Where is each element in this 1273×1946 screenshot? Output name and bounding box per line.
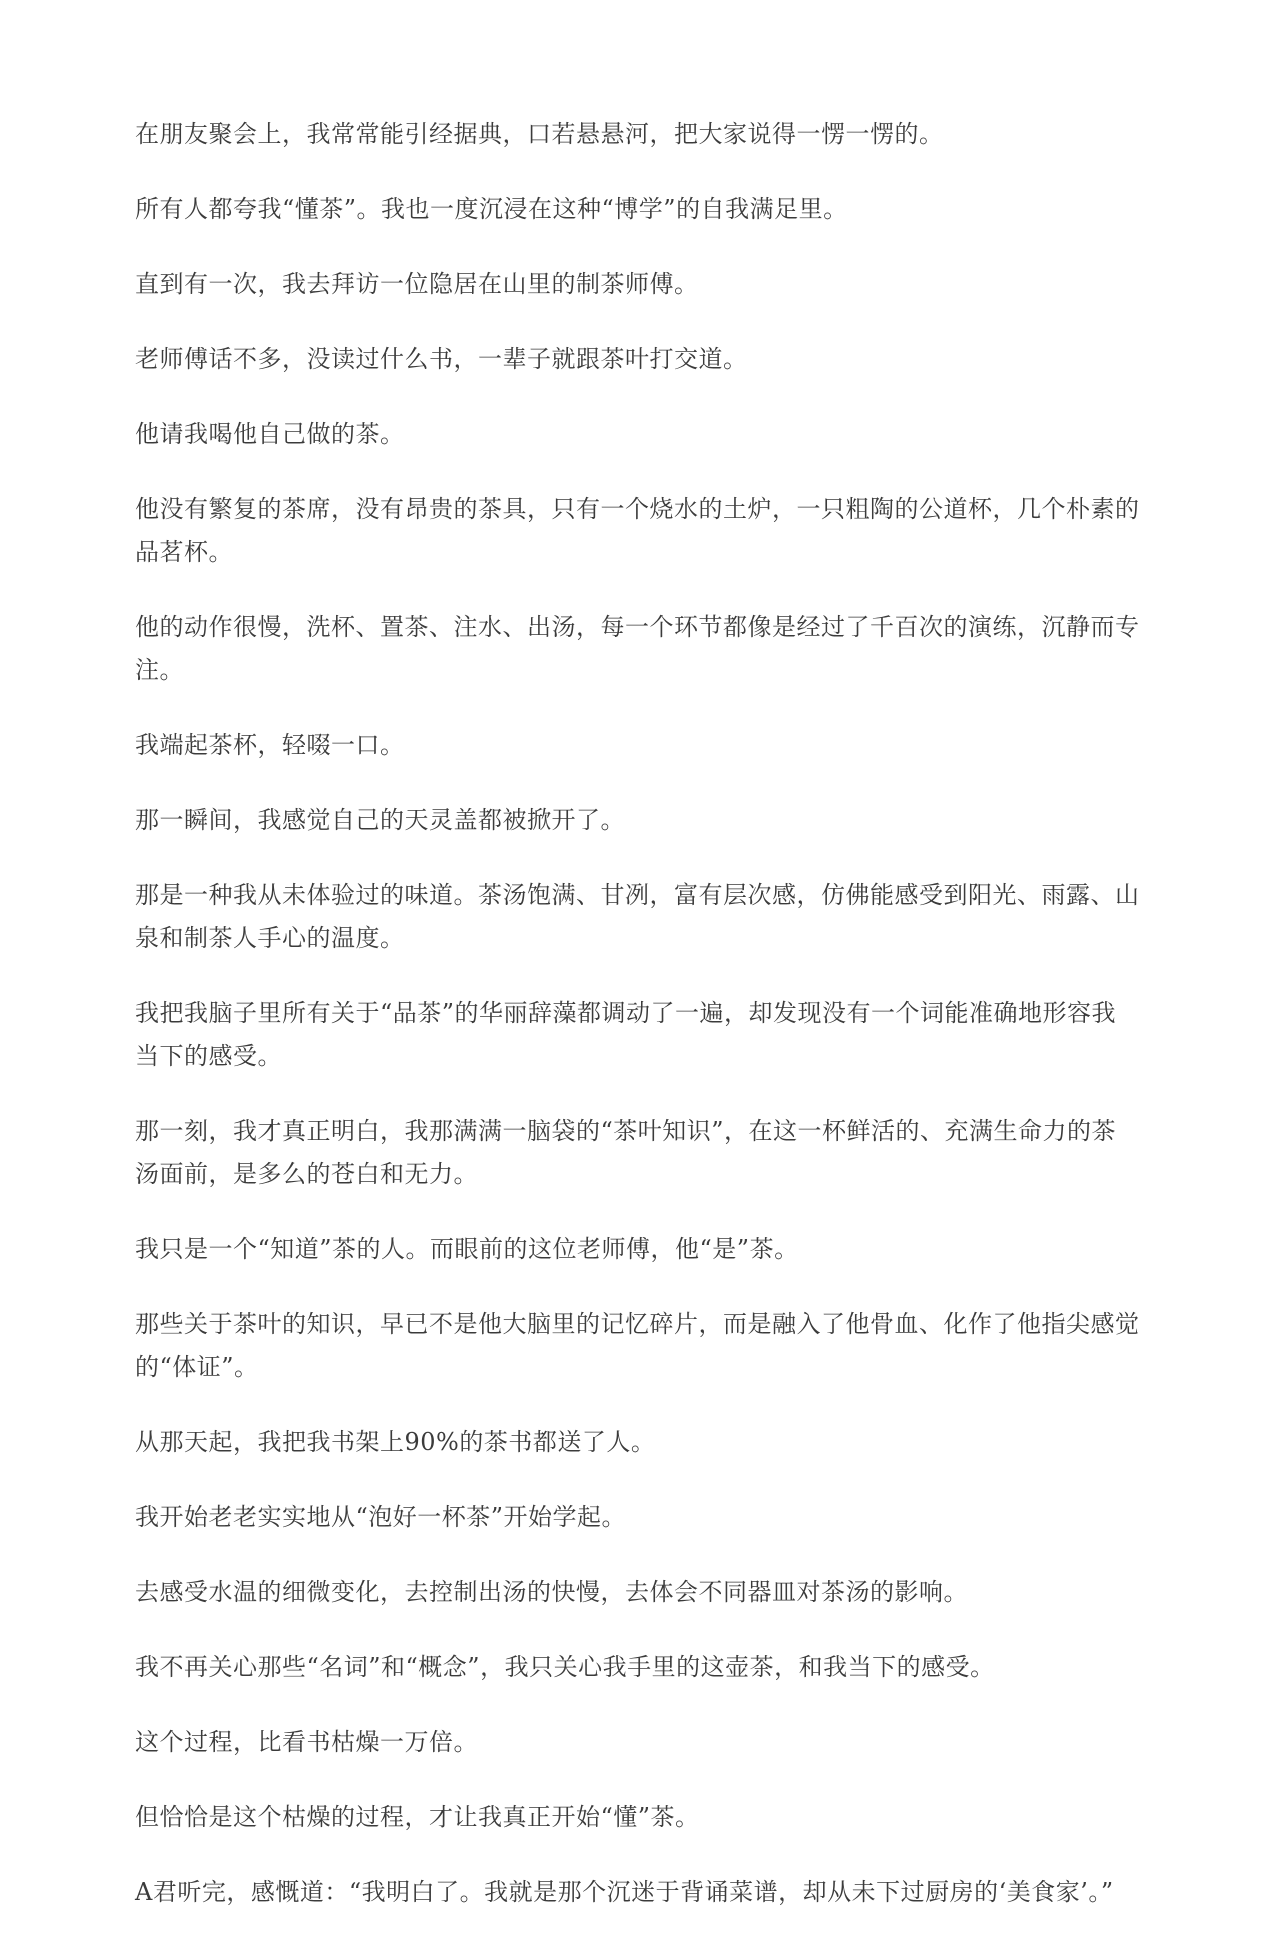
paragraph: 他没有繁复的茶席，没有昂贵的茶具，只有一个烧水的土炉，一只粗陶的公道杯，几个朴素的品茗杯。 xyxy=(135,495,1140,566)
paragraph: 我把我脑子里所有关于“品茶”的华丽辞藻都调动了一遍，却发现没有一个词能准确地形容我当下的感受。 xyxy=(135,999,1117,1070)
paragraph: 我不再关心那些“名词”和“概念”，我只关心我手里的这壶茶，和我当下的感受。 xyxy=(135,1653,995,1681)
paragraph: 直到有一次，我去拜访一位隐居在山里的制茶师傅。 xyxy=(135,270,699,298)
paragraph: 那一刻，我才真正明白，我那满满一脑袋的“茶叶知识”，在这一杯鲜活的、充满生命力的茶汤面前，是多么的苍白和无力。 xyxy=(135,1117,1117,1188)
paragraph: 我只是一个“知道”茶的人。而眼前的这位老师傅，他“是”茶。 xyxy=(135,1235,799,1263)
paragraph: 老师傅话不多，没读过什么书，一辈子就跟茶叶打交道。 xyxy=(135,345,748,373)
paragraph: 我端起茶杯，轻啜一口。 xyxy=(135,731,405,759)
paragraph: A君听完，感慨道：“我明白了。我就是那个沉迷于背诵菜谱，却从未下过厨房的‘美食家’。” xyxy=(135,1878,1114,1906)
paragraph: 但恰恰是这个枯燥的过程，才让我真正开始“懂”茶。 xyxy=(135,1803,700,1831)
paragraph: 那一瞬间，我感觉自己的天灵盖都被掀开了。 xyxy=(135,806,625,834)
paragraph: 所有人都夸我“懂茶”。我也一度沉浸在这种“博学”的自我满足里。 xyxy=(135,195,848,223)
paragraph: 我开始老老实实地从“泡好一杯茶”开始学起。 xyxy=(135,1503,627,1531)
paragraph: 在朋友聚会上，我常常能引经据典，口若悬悬河，把大家说得一愣一愣的。 xyxy=(135,120,944,148)
paragraph: 那些关于茶叶的知识，早已不是他大脑里的记忆碎片，而是融入了他骨血、化作了他指尖感觉的“体证”。 xyxy=(135,1310,1140,1381)
paragraph: 从那天起，我把我书架上90%的茶书都送了人。 xyxy=(135,1428,656,1456)
paragraph: 这个过程，比看书枯燥一万倍。 xyxy=(135,1728,478,1756)
paragraph: 去感受水温的细微变化，去控制出汤的快慢，去体会不同器皿对茶汤的影响。 xyxy=(135,1578,968,1606)
paragraph: 他请我喝他自己做的茶。 xyxy=(135,420,405,448)
paragraph: 他的动作很慢，洗杯、置茶、注水、出汤，每一个环节都像是经过了千百次的演练，沉静而专注。 xyxy=(135,613,1140,684)
paragraph: 那是一种我从未体验过的味道。茶汤饱满、甘冽，富有层次感，仿佛能感受到阳光、雨露、山泉和制茶人手心的温度。 xyxy=(135,881,1140,952)
article-body xyxy=(135,113,1140,1946)
